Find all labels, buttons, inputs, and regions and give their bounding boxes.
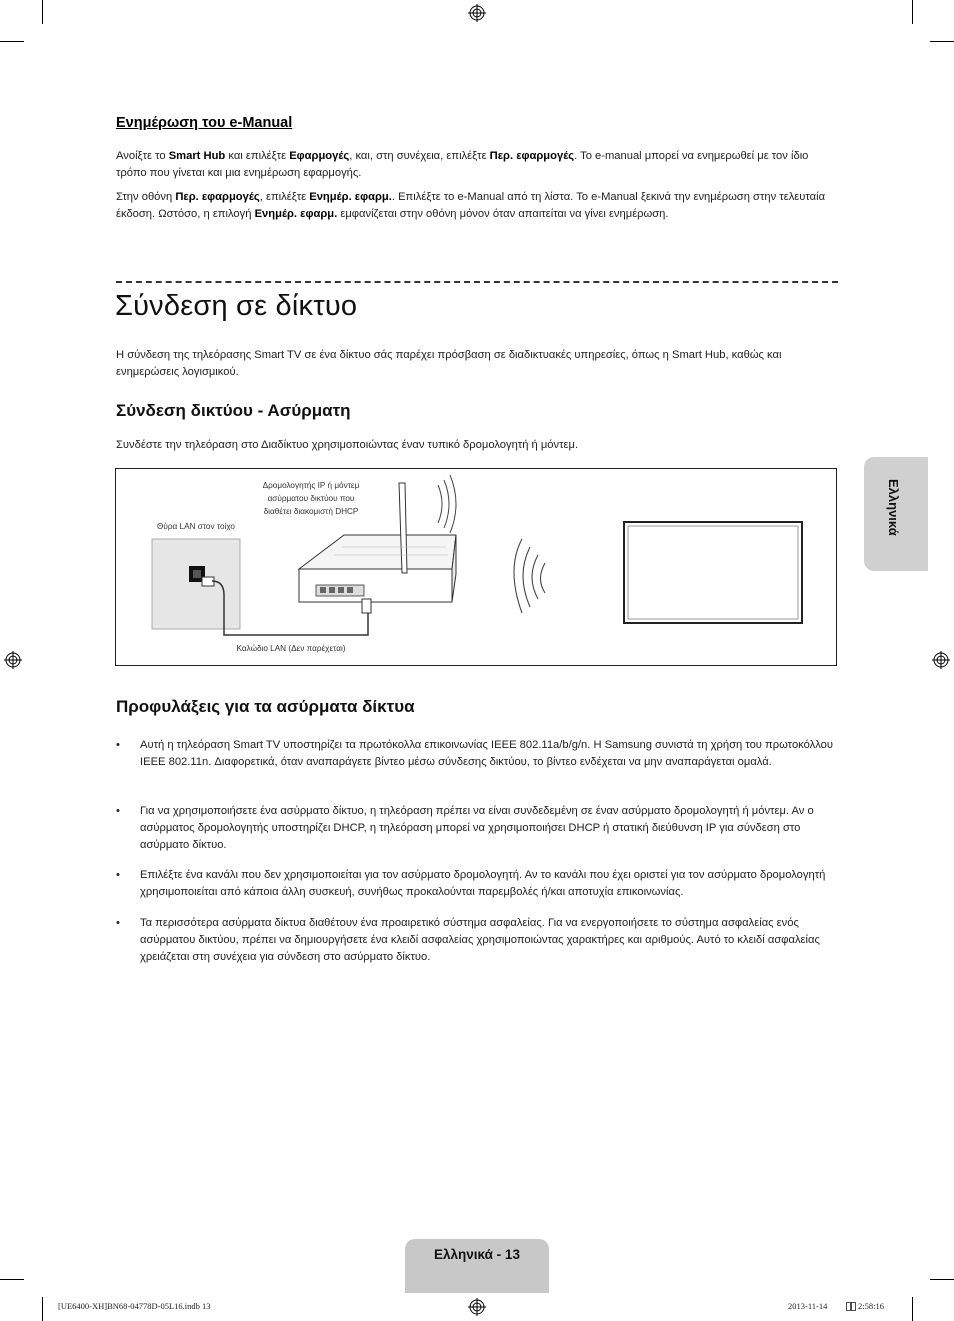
list-item-text: Αυτή η τηλεόραση Smart TV υποστηρίζει τα πρωτόκολλα επικοινωνίας IEEE 802.11a/b/g/n. Η Samsung συνιστά τη χρήση του πρωτοκόλλου IEEE 802.11n. Διαφορετικά, όταν αναπαράγετε βίντεο μέσω σύνδεσης δικτύου, το βίντεο ενδέχεται να μην αναπαράγεται ομαλά.: [140, 739, 833, 768]
wireless-heading: Σύνδεση δικτύου - Ασύρματη: [116, 401, 351, 420]
crop-mark: [42, 1297, 43, 1321]
wireless-text: Συνδέστε την τηλεόραση στο Διαδίκτυο χρησιμοποιώντας έναν τυπικό δρομολογητή ή μόντεμ.: [116, 439, 579, 451]
network-intro: Η σύνδεση της τηλεόρασης Smart TV σε ένα δίκτυο σάς παρέχει πρόσβαση σε διαδικτυακές υπηρεσίες, όπως η Smart Hub, καθώς και ενημερώσεις λογισμικού.: [116, 349, 782, 378]
page-number-label: Ελληνικά - 13: [434, 1247, 520, 1262]
crop-mark: [42, 0, 43, 24]
wall-port-caption: Θύρα LAN στον τοίχο: [157, 522, 235, 531]
list-item-text: Για να χρησιμοποιήσετε ένα ασύρματο δίκτυο, η τηλεόραση πρέπει να είναι συνδεδεμένη σε έναν ασύρματο δρομολογητή ή μόντεμ. Αν ο ασύρματος δρομολογητής υποστηρίζει DHCP, η τηλεόραση μπορεί να χρησιμοποιήσει DHCP ή στατική διεύθυνση IP για σύνδεση στο ασύρματο δίκτυο.: [140, 805, 814, 851]
registration-mark-icon: [932, 651, 950, 669]
bullet-icon: •: [116, 739, 120, 751]
list-item-text: Τα περισσότερα ασύρματα δίκτυα διαθέτουν ένα προαιρετικό σύστημα ασφαλείας. Για να ενεργοποιήσετε το σύστημα ασφαλείας ενός ασύρματου δικτύου, πρέπει να δημιουργήσετε ένα κλειδί ασφαλείας χρησιμοποιώντας χαρακτήρες και αριθμούς. Αυτό το κλειδί ασφαλείας χρειάζεται στη συνέχεια για σύνδεση στο ασύρματο δίκτυο.: [140, 917, 820, 963]
crop-mark: [912, 1297, 913, 1321]
page-title: Σύνδεση σε δίκτυο: [115, 290, 358, 322]
registration-mark-icon: [468, 4, 486, 22]
crop-mark: [930, 41, 954, 42]
footer-date: 2013-11-14: [788, 1301, 828, 1311]
update-heading: Ενημέρωση του e-Manual: [116, 115, 293, 131]
section-divider: [116, 281, 838, 283]
tv-illustration: [624, 522, 802, 623]
bullet-icon: •: [116, 917, 120, 929]
crop-mark: [912, 0, 913, 24]
router-caption: Δρομολογητής IP ή μόντεμ ασύρματου δικτύου που διαθέτει διακομιστή DHCP: [262, 481, 360, 516]
wifi-waves-icon: [438, 475, 456, 533]
footer-glyph-icon: [846, 1302, 856, 1311]
cable-caption: Καλώδιο LAN (Δεν παρέχεται): [236, 644, 346, 653]
crop-mark: [0, 41, 24, 42]
tv-wifi-waves-icon: [514, 539, 545, 613]
language-side-tab-label: Ελληνικά: [886, 479, 901, 536]
precautions-heading: Προφυλάξεις για τα ασύρματα δίκτυα: [116, 697, 415, 716]
bullet-icon: •: [116, 869, 120, 881]
registration-mark-icon: [468, 1298, 486, 1316]
bullet-icon: •: [116, 805, 120, 817]
connection-diagram: [115, 468, 837, 666]
footer-filename: [UE6400-XH]BN68-04778D-05L16.indb 13: [58, 1301, 211, 1311]
language-side-tab: [864, 457, 928, 571]
crop-mark: [930, 1279, 954, 1280]
footer-time: 2:58:16: [858, 1301, 884, 1311]
wall-outlet-illustration: [152, 539, 240, 629]
registration-mark-icon: [4, 651, 22, 669]
list-item-text: Επιλέξτε ένα κανάλι που δεν χρησιμοποιείται για τον ασύρματο δρομολογητή. Αν το κανάλι που έχει οριστεί για τον ασύρματο δρομολογητή χρησιμοποιείται από κάποια άλλη συσκευή, συνήθως προκαλούνται παρεμβολές ή/και αποτυχία επικοινωνίας.: [140, 869, 826, 898]
update-paragraph-2: Στην οθόνη Περ. εφαρμογές, επιλέξτε Ενημέρ. εφαρμ.. Επιλέξτε το e-Manual από τη λίστα. Το e-Manual ξεκινά την ενημέρωση στην τελευταία έκδοση. Ωστόσο, η επιλογή Ενημέρ. εφαρμ. εμφανίζεται στην οθόνη μόνον όταν απαιτείται να γίνει ενημέρωση.: [116, 191, 826, 220]
update-paragraph-1: Ανοίξτε το Smart Hub και επιλέξτε Εφαρμογές, και, στη συνέχεια, επιλέξτε Περ. εφαρμογές. Το e-manual μπορεί να ενημερωθεί με τον ίδιο τρόπο που γίνεται και μια ενημέρωση εφαρμογής.: [116, 150, 809, 179]
crop-mark: [0, 1279, 24, 1280]
page-number-tab: [405, 1239, 549, 1293]
